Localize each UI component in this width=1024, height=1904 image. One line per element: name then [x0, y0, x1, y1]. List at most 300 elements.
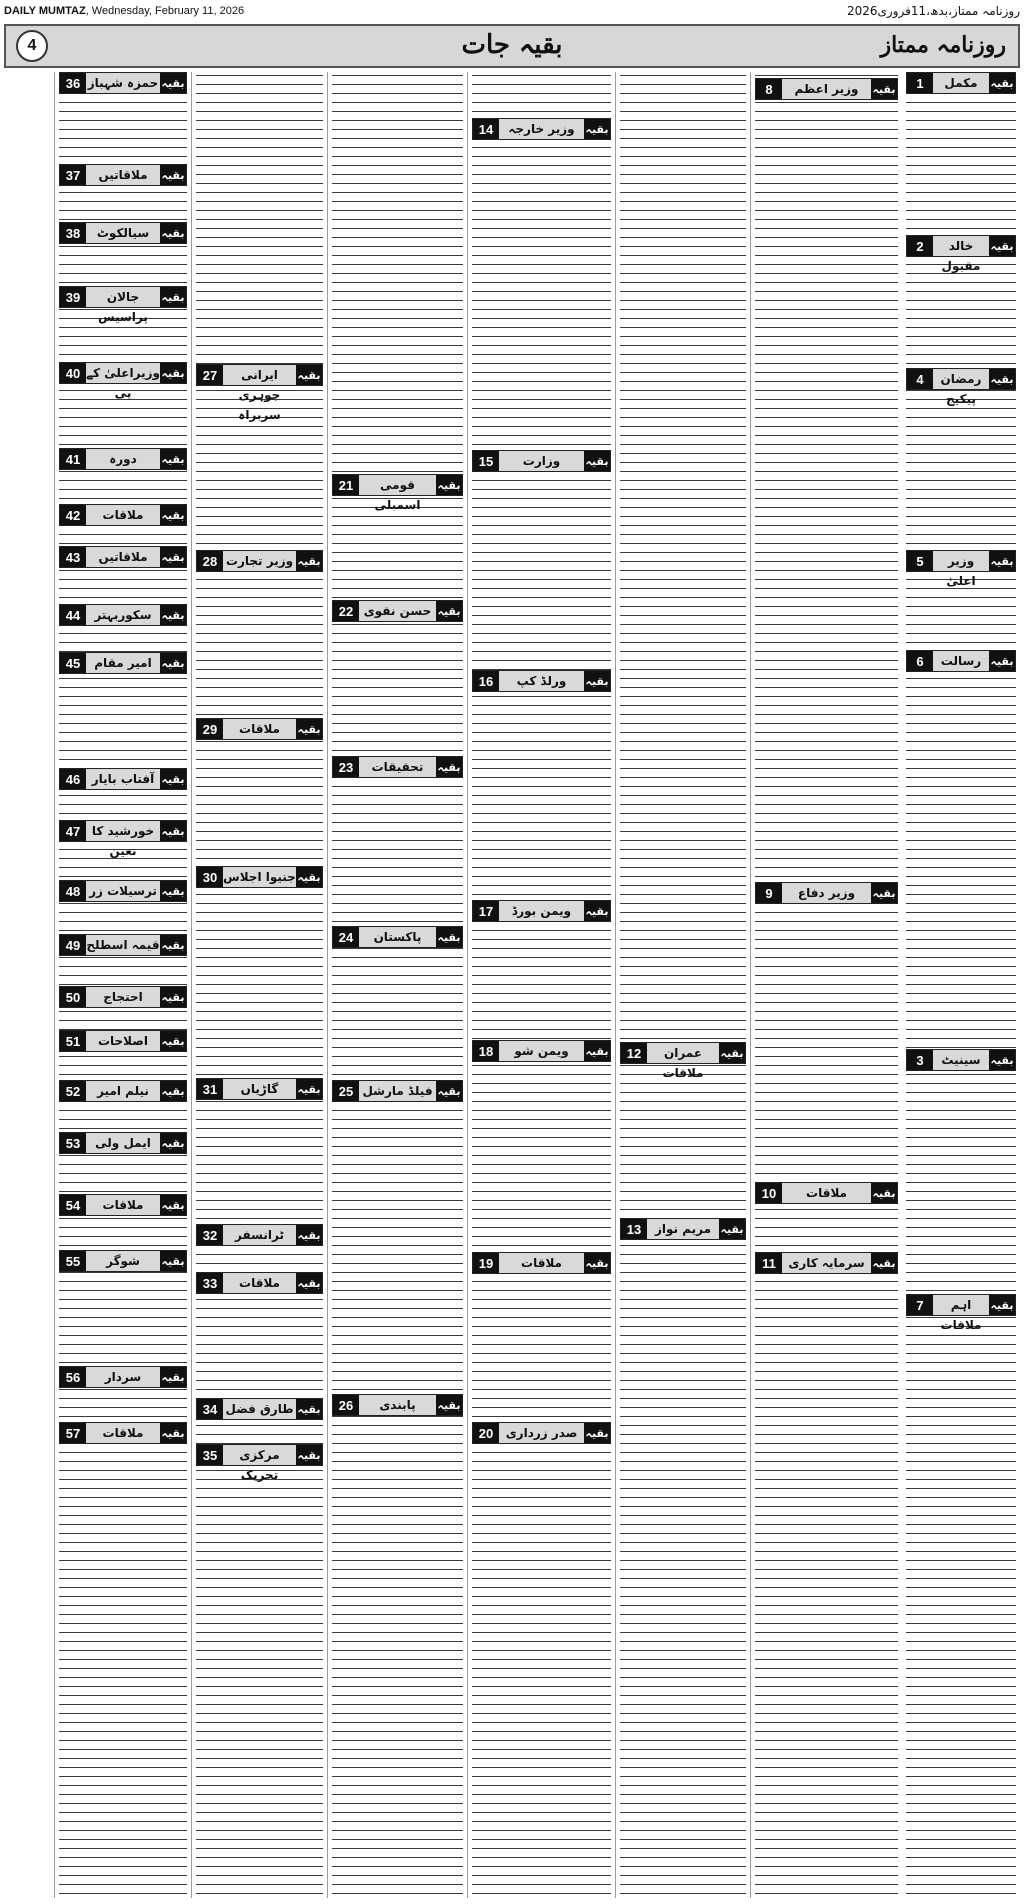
masthead: روزنامہ ممتاز [880, 32, 1006, 58]
article-title: ایرانی جوہری سربراہ [223, 365, 296, 385]
continuation-tag: بقیہ [160, 73, 186, 93]
article-continuation [59, 768, 187, 790]
article-header [472, 450, 611, 472]
continuation-tag: بقیہ [436, 601, 462, 621]
article-header [755, 78, 898, 100]
article-title: حسن نقوی [359, 601, 436, 621]
article-header [59, 652, 187, 674]
article-header [332, 1394, 463, 1416]
continuation-tag: بقیہ [296, 365, 322, 385]
article-continuation [59, 820, 187, 858]
article-title: عمران ملاقات [647, 1043, 719, 1063]
article-title: نیلم امیر [86, 1081, 160, 1101]
article-title: وزیر اعظم [782, 79, 871, 99]
article-continuation [59, 934, 187, 956]
article-continuation [906, 235, 1016, 273]
article-number: 4 [907, 369, 933, 389]
article-header [59, 362, 187, 400]
article-number: 44 [60, 605, 86, 625]
article-number: 7 [907, 1295, 933, 1315]
article-continuation [906, 368, 1016, 406]
article-header [332, 756, 463, 778]
article-number: 31 [197, 1079, 223, 1099]
news-column [750, 72, 902, 1898]
article-title: رسالت [933, 651, 989, 671]
article-header [59, 1132, 187, 1154]
news-column [54, 72, 191, 1898]
article-title: پابندی [359, 1395, 436, 1415]
article-continuation [59, 652, 187, 674]
article-continuation [59, 362, 187, 400]
continuation-tag: بقیہ [160, 505, 186, 525]
continuation-tag: بقیہ [160, 1367, 186, 1387]
article-continuation [59, 546, 187, 568]
article-header [332, 474, 463, 512]
article-title: مکمل [933, 73, 989, 93]
continuation-tag: بقیہ [160, 449, 186, 469]
article-title: وزیر تجارت [223, 551, 296, 571]
article-continuation [906, 550, 1016, 588]
article-title: اصلاحات [86, 1031, 160, 1051]
article-number: 19 [473, 1253, 499, 1273]
article-number: 3 [907, 1050, 933, 1070]
article-number: 29 [197, 719, 223, 739]
article-number: 12 [621, 1043, 647, 1063]
article-header [906, 235, 1016, 273]
continuation-tag: بقیہ [871, 1183, 897, 1203]
article-title: ترسیلات زر [86, 881, 160, 901]
article-title: ایمل ولی [86, 1133, 160, 1153]
article-number: 48 [60, 881, 86, 901]
article-header [196, 550, 323, 572]
continuation-tag: بقیہ [436, 475, 462, 495]
article-header [472, 118, 611, 140]
news-column [327, 72, 467, 1898]
article-number: 6 [907, 651, 933, 671]
article-number: 30 [197, 867, 223, 887]
article-title: ملاقات [86, 1423, 160, 1443]
article-number: 40 [60, 363, 86, 383]
continuation-tag: بقیہ [296, 867, 322, 887]
article-continuation [59, 504, 187, 526]
continuation-tag: بقیہ [871, 883, 897, 903]
article-header [59, 1366, 187, 1388]
article-header [59, 286, 187, 324]
article-header [59, 448, 187, 470]
article-header [59, 1250, 187, 1272]
article-continuation [332, 1394, 463, 1416]
continuation-tag: بقیہ [871, 1253, 897, 1273]
article-number: 2 [907, 236, 933, 256]
news-column [191, 72, 327, 1898]
article-number: 21 [333, 475, 359, 495]
article-title: حمزہ شہباز [86, 73, 160, 93]
article-header [59, 604, 187, 626]
article-title: وزیر اعلیٰ [933, 551, 989, 571]
article-number: 24 [333, 927, 359, 947]
article-header [59, 164, 187, 186]
article-title: پاکستان [359, 927, 436, 947]
continuation-tag: بقیہ [160, 881, 186, 901]
article-number: 36 [60, 73, 86, 93]
article-continuation [472, 450, 611, 472]
article-title: امیر مقام [86, 653, 160, 673]
continuation-tag: بقیہ [296, 1445, 322, 1465]
page-banner [4, 24, 1020, 68]
continuation-tag: بقیہ [584, 1423, 610, 1443]
article-header [755, 1182, 898, 1204]
article-continuation [59, 448, 187, 470]
continuation-tag: بقیہ [436, 757, 462, 777]
article-header [906, 72, 1016, 94]
article-continuation [196, 1272, 323, 1294]
article-header [472, 670, 611, 692]
article-continuation [59, 1422, 187, 1444]
continuation-tag: بقیہ [989, 1050, 1015, 1070]
article-header [196, 1272, 323, 1294]
article-title: ملاقات [86, 505, 160, 525]
article-title: سیالکوٹ [86, 223, 160, 243]
article-continuation [59, 222, 187, 244]
article-continuation [472, 1252, 611, 1274]
article-number: 37 [60, 165, 86, 185]
article-number: 13 [621, 1219, 647, 1239]
article-number: 20 [473, 1423, 499, 1443]
article-number: 49 [60, 935, 86, 955]
article-number: 55 [60, 1251, 86, 1271]
english-dateline: DAILY MUMTAZ, Wednesday, February 11, 2026 [4, 5, 245, 17]
article-header [59, 1030, 187, 1052]
continuation-tag: بقیہ [160, 363, 186, 383]
continuation-tag: بقیہ [160, 547, 186, 567]
article-number: 52 [60, 1081, 86, 1101]
article-title: جالان پراسیس [86, 287, 160, 307]
continuation-tag: بقیہ [584, 1041, 610, 1061]
article-title: وزیر دفاع [782, 883, 871, 903]
article-number: 17 [473, 901, 499, 921]
article-header [472, 1040, 611, 1062]
article-continuation [196, 866, 323, 888]
article-continuation [59, 1080, 187, 1102]
article-number: 28 [197, 551, 223, 571]
article-header [196, 1398, 323, 1420]
article-header [59, 986, 187, 1008]
article-continuation [59, 164, 187, 186]
article-header [620, 1218, 746, 1240]
article-number: 39 [60, 287, 86, 307]
article-number: 8 [756, 79, 782, 99]
article-continuation [59, 604, 187, 626]
continuation-tag: بقیہ [160, 769, 186, 789]
article-header [332, 926, 463, 948]
article-header [472, 900, 611, 922]
article-number: 34 [197, 1399, 223, 1419]
article-title: مرکزی تحریک [223, 1445, 296, 1465]
article-number: 10 [756, 1183, 782, 1203]
article-header [755, 882, 898, 904]
article-header [59, 504, 187, 526]
article-title: جنیوا اجلاس [223, 867, 296, 887]
article-number: 9 [756, 883, 782, 903]
article-continuation [196, 1078, 323, 1100]
article-title: وزارت [499, 451, 584, 471]
article-continuation [59, 880, 187, 902]
article-header [59, 1194, 187, 1216]
article-continuation [196, 718, 323, 740]
article-header [59, 880, 187, 902]
article-continuation [755, 882, 898, 904]
article-header [59, 934, 187, 956]
article-title: سکوربہتر [86, 605, 160, 625]
article-continuation [472, 670, 611, 692]
article-number: 22 [333, 601, 359, 621]
continuation-tag: بقیہ [160, 1251, 186, 1271]
continuation-tag: بقیہ [160, 1081, 186, 1101]
article-number: 41 [60, 449, 86, 469]
continuation-tag: بقیہ [296, 1225, 322, 1245]
article-continuation [59, 1194, 187, 1216]
continuation-tag: بقیہ [584, 119, 610, 139]
continuation-tag: بقیہ [160, 987, 186, 1007]
article-continuation [196, 364, 323, 422]
article-number: 35 [197, 1445, 223, 1465]
article-header [755, 1252, 898, 1274]
continuation-tag: بقیہ [160, 821, 186, 841]
article-header [59, 222, 187, 244]
continuation-tag: بقیہ [160, 935, 186, 955]
urdu-dateline: روزنامہ ممتاز،بدھ،11فروری2026 [846, 4, 1020, 18]
continuation-tag: بقیہ [160, 1133, 186, 1153]
continuation-tag: بقیہ [160, 653, 186, 673]
continuation-tag: بقیہ [584, 1253, 610, 1273]
article-header [59, 1080, 187, 1102]
continuation-tag: بقیہ [160, 165, 186, 185]
continuation-tag: بقیہ [989, 551, 1015, 571]
article-continuation [332, 474, 463, 512]
article-continuation [755, 1182, 898, 1204]
article-header [906, 550, 1016, 588]
article-continuation [196, 1444, 323, 1482]
article-number: 1 [907, 73, 933, 93]
article-number: 15 [473, 451, 499, 471]
article-title: ملاقات [499, 1253, 584, 1273]
article-header [332, 600, 463, 622]
article-header [332, 1080, 463, 1102]
news-column [467, 72, 615, 1898]
article-continuation [472, 1040, 611, 1062]
article-continuation [59, 1030, 187, 1052]
continuation-tag: بقیہ [436, 927, 462, 947]
article-number: 25 [333, 1081, 359, 1101]
article-number: 18 [473, 1041, 499, 1061]
article-continuation [906, 1294, 1016, 1332]
article-header [472, 1422, 611, 1444]
article-number: 53 [60, 1133, 86, 1153]
article-title: ویمن شو [499, 1041, 584, 1061]
article-header [59, 72, 187, 94]
article-continuation [906, 1049, 1016, 1071]
article-title: ملاقات [223, 1273, 296, 1293]
article-continuation [906, 650, 1016, 672]
article-title: قیمہ اسطلح [86, 935, 160, 955]
continuation-tag: بقیہ [160, 1423, 186, 1443]
continuation-tag: بقیہ [160, 605, 186, 625]
continuation-tag: بقیہ [296, 1273, 322, 1293]
article-title: سردار [86, 1367, 160, 1387]
article-number: 47 [60, 821, 86, 841]
article-header [196, 1444, 323, 1482]
continuation-tag: بقیہ [989, 1295, 1015, 1315]
continuation-tag: بقیہ [160, 1195, 186, 1215]
article-continuation [59, 1250, 187, 1272]
article-number: 27 [197, 365, 223, 385]
article-title: وزیراعلیٰ کے پی [86, 363, 160, 383]
article-header [196, 1224, 323, 1246]
article-continuation [59, 1366, 187, 1388]
news-column [615, 72, 750, 1898]
continuation-tag: بقیہ [989, 73, 1015, 93]
article-title: خالد مقبول [933, 236, 989, 256]
article-number: 16 [473, 671, 499, 691]
article-header [59, 546, 187, 568]
article-number: 33 [197, 1273, 223, 1293]
article-title: شوگر [86, 1251, 160, 1271]
article-title: گاڑیاں [223, 1079, 296, 1099]
continuation-tag: بقیہ [719, 1043, 745, 1063]
article-title: سرمایہ کاری [782, 1253, 871, 1273]
article-header [906, 1294, 1016, 1332]
continuation-tag: بقیہ [296, 551, 322, 571]
article-continuation [906, 72, 1016, 94]
article-title: سینیٹ [933, 1050, 989, 1070]
continuation-tag: بقیہ [296, 719, 322, 739]
article-title: طارق فضل [223, 1399, 296, 1419]
article-title: ملاقات [86, 1195, 160, 1215]
article-title: آفتاب بایار [86, 769, 160, 789]
article-number: 50 [60, 987, 86, 1007]
article-number: 54 [60, 1195, 86, 1215]
article-number: 32 [197, 1225, 223, 1245]
article-number: 11 [756, 1253, 782, 1273]
article-continuation [196, 550, 323, 572]
news-columns [4, 72, 1020, 1898]
continuation-tag: بقیہ [160, 223, 186, 243]
article-continuation [472, 118, 611, 140]
article-title: مریم نواز [647, 1219, 719, 1239]
article-number: 42 [60, 505, 86, 525]
article-header [59, 768, 187, 790]
top-dateline [0, 0, 1024, 22]
article-continuation [755, 78, 898, 100]
article-header [59, 1422, 187, 1444]
article-title: رمضان پیکیج [933, 369, 989, 389]
continuation-tag: بقیہ [584, 671, 610, 691]
article-continuation [332, 926, 463, 948]
article-number: 23 [333, 757, 359, 777]
article-number: 38 [60, 223, 86, 243]
article-title: ملاقات [223, 719, 296, 739]
article-header [59, 820, 187, 858]
article-header [472, 1252, 611, 1274]
article-title: ورلڈ کپ [499, 671, 584, 691]
article-title: خورشید کا تعین [86, 821, 160, 841]
article-title: فیلڈ مارشل [359, 1081, 436, 1101]
article-continuation [59, 72, 187, 94]
article-title: صدر زرداری [499, 1423, 584, 1443]
continuation-tag: بقیہ [584, 901, 610, 921]
article-continuation [332, 1080, 463, 1102]
article-title: ملاقاتیں [86, 165, 160, 185]
article-header [196, 718, 323, 740]
article-header [196, 1078, 323, 1100]
article-title: ملاقاتیں [86, 547, 160, 567]
article-number: 26 [333, 1395, 359, 1415]
article-continuation [472, 900, 611, 922]
article-continuation [332, 600, 463, 622]
article-number: 14 [473, 119, 499, 139]
article-header [906, 368, 1016, 406]
continuation-tag: بقیہ [436, 1081, 462, 1101]
article-number: 43 [60, 547, 86, 567]
article-continuation [755, 1252, 898, 1274]
continuation-tag: بقیہ [296, 1399, 322, 1419]
continuation-tag: بقیہ [719, 1219, 745, 1239]
article-title: وزیر خارجہ [499, 119, 584, 139]
article-number: 45 [60, 653, 86, 673]
article-title: قومی اسمبلی [359, 475, 436, 495]
article-header [196, 866, 323, 888]
article-header [196, 364, 323, 422]
article-title: ویمن بورڈ [499, 901, 584, 921]
article-continuation [620, 1042, 746, 1080]
article-continuation [332, 756, 463, 778]
article-number: 56 [60, 1367, 86, 1387]
continuation-tag: بقیہ [871, 79, 897, 99]
article-continuation [59, 986, 187, 1008]
article-number: 57 [60, 1423, 86, 1443]
article-continuation [196, 1224, 323, 1246]
article-continuation [59, 286, 187, 324]
continuation-tag: بقیہ [160, 287, 186, 307]
article-title: اہم ملاقات [933, 1295, 989, 1315]
continuation-tag: بقیہ [160, 1031, 186, 1051]
article-number: 46 [60, 769, 86, 789]
article-header [620, 1042, 746, 1080]
article-continuation [472, 1422, 611, 1444]
article-number: 51 [60, 1031, 86, 1051]
article-continuation [620, 1218, 746, 1240]
section-title: بقیہ جات [461, 30, 563, 60]
article-header [906, 1049, 1016, 1071]
continuation-tag: بقیہ [584, 451, 610, 471]
article-title: تحقیقات [359, 757, 436, 777]
article-title: احتجاج [86, 987, 160, 1007]
news-column [902, 72, 1020, 1898]
continuation-tag: بقیہ [989, 651, 1015, 671]
page-number: 4 [16, 30, 48, 62]
article-continuation [59, 1132, 187, 1154]
article-header [906, 650, 1016, 672]
article-title: ٹرانسفر [223, 1225, 296, 1245]
article-continuation [196, 1398, 323, 1420]
continuation-tag: بقیہ [989, 236, 1015, 256]
continuation-tag: بقیہ [989, 369, 1015, 389]
continuation-tag: بقیہ [296, 1079, 322, 1099]
article-number: 5 [907, 551, 933, 571]
article-title: دورہ [86, 449, 160, 469]
article-title: ملاقات [782, 1183, 871, 1203]
continuation-tag: بقیہ [436, 1395, 462, 1415]
